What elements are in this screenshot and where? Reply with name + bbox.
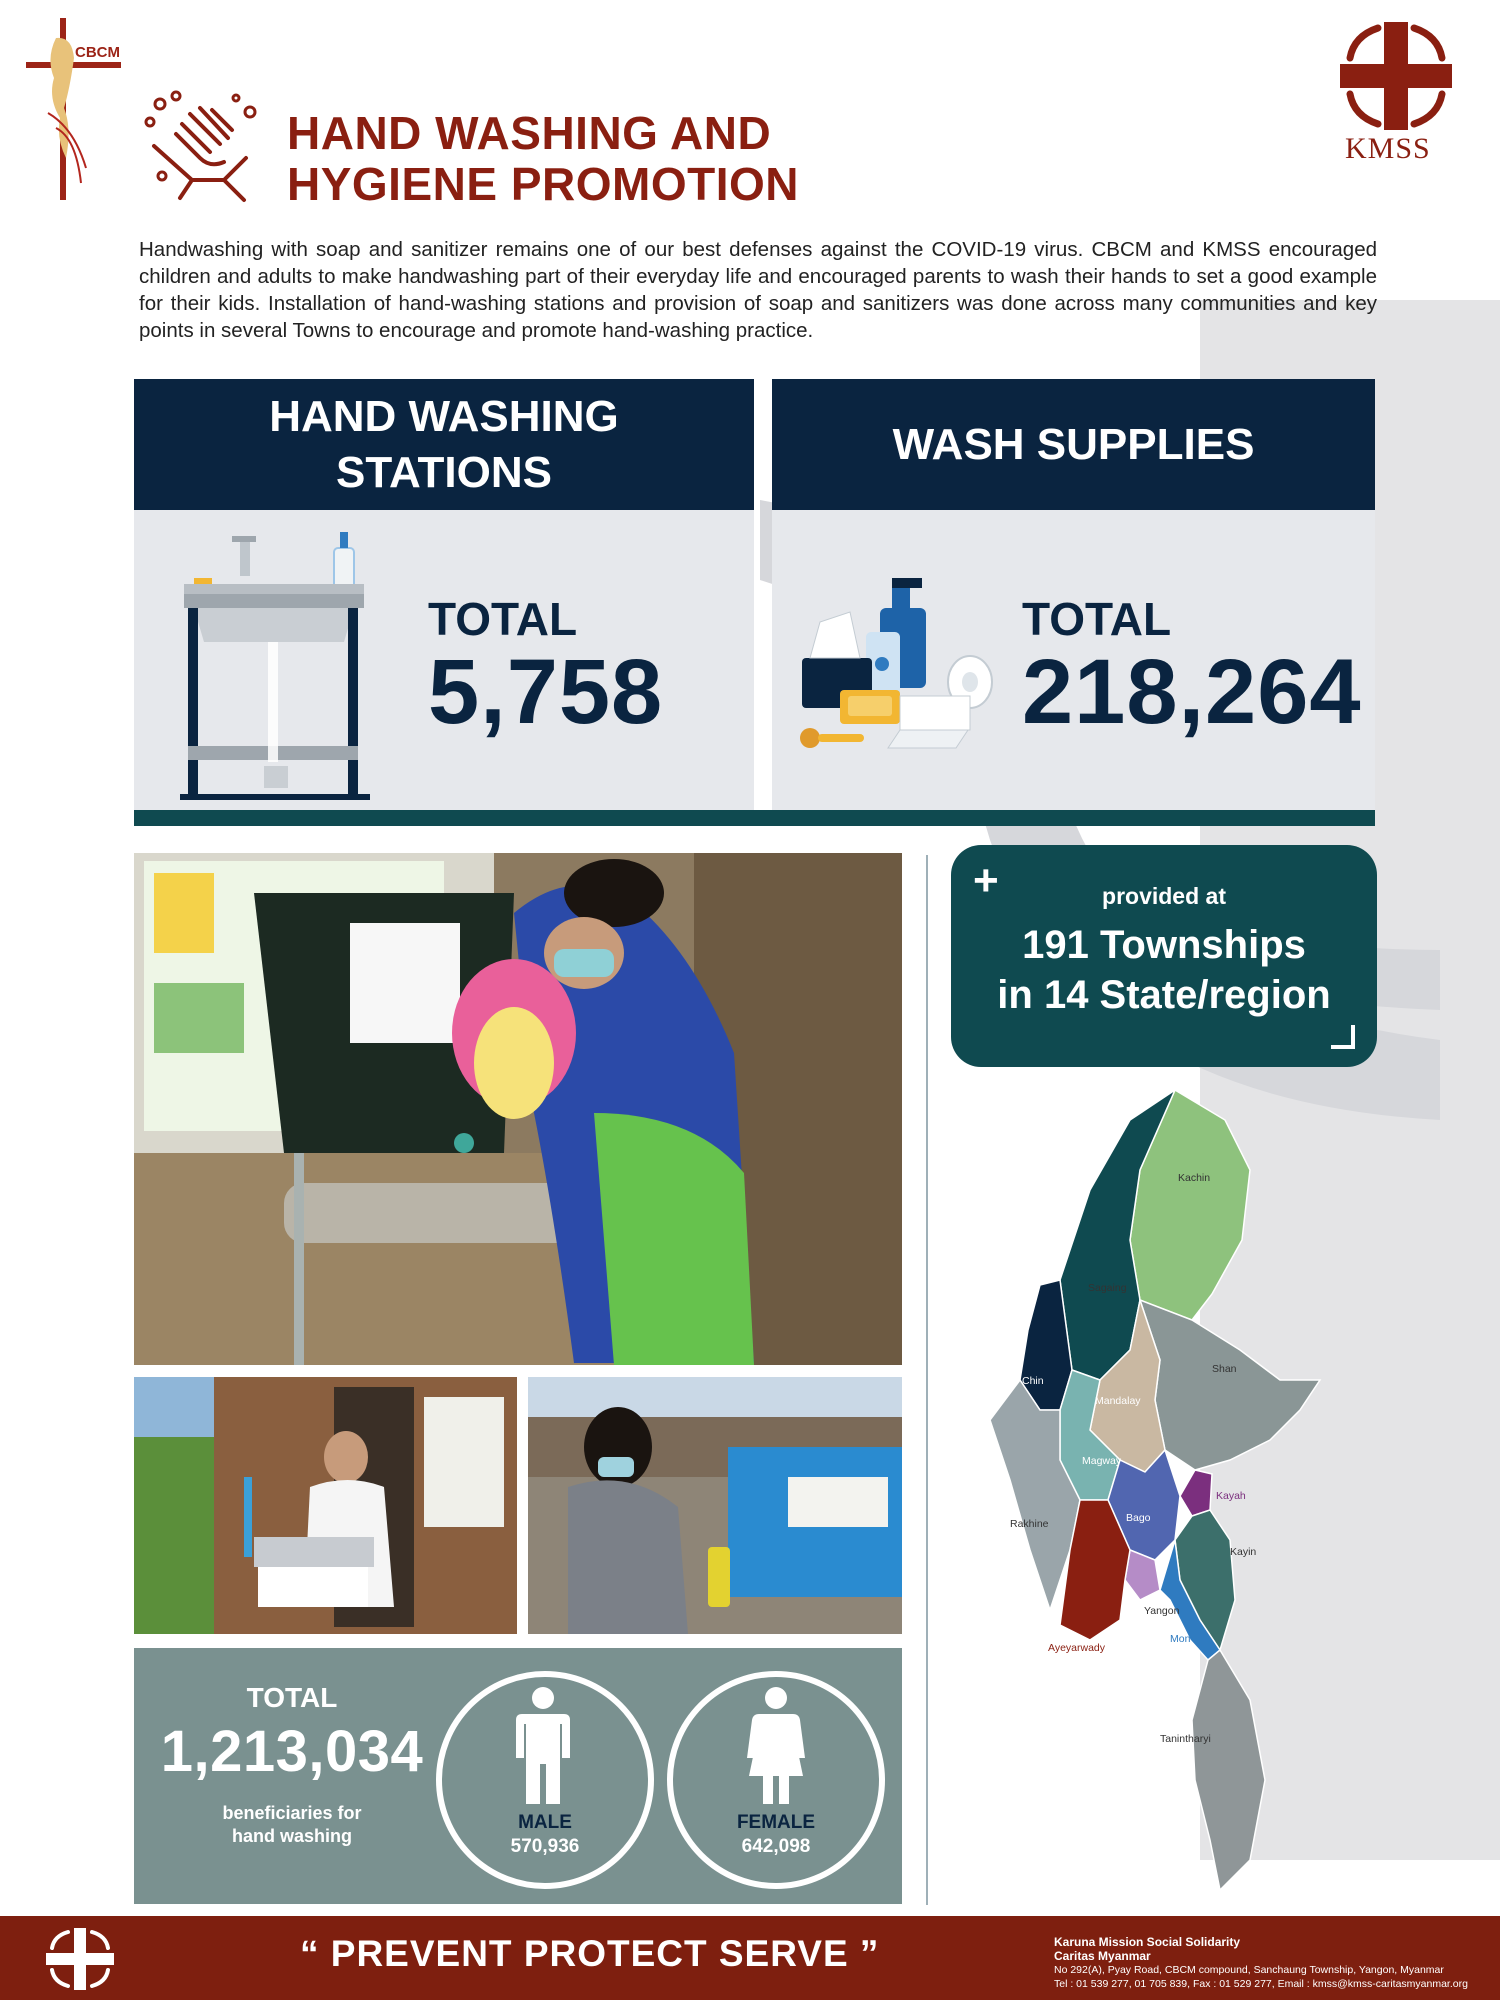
- map-region-shan: [1140, 1300, 1320, 1470]
- map-label-sagaing: Sagaing: [1088, 1282, 1127, 1294]
- stations-heading-line1: HAND WASHING: [269, 391, 619, 441]
- footer-slogan: “ PREVENT PROTECT SERVE ”: [300, 1933, 880, 1974]
- stations-heading: [134, 379, 754, 510]
- townships-line2: 191 Townships: [1022, 923, 1306, 967]
- map-label-kachin: Kachin: [1178, 1172, 1211, 1184]
- beneficiaries-desc-line1: beneficiaries for: [222, 1803, 362, 1823]
- footer-address: No 292(A), Pyay Road, CBCM compound, Sanchaung Township, Yangon, Myanmar: [1054, 1964, 1444, 1976]
- female-value: 642,098: [741, 1836, 811, 1857]
- page-title: [287, 108, 799, 210]
- page-title-line2: HYGIENE PROMOTION: [287, 158, 799, 210]
- wash-supplies-icon: [780, 572, 1020, 772]
- intro-paragraph: Handwashing with soap and sanitizer remains one of our best defenses against the COVID-19 virus. CBCM and KMSS encouraged children and adults to make handwashing part of their everyday life and encouraged parents to wash their hands to set a good example for their kids. Installation of hand-washing stations and provision of soap and sanitizers was done across many communities and key points in several Towns to encourage and promote hand-washing practice.: [139, 238, 1377, 342]
- supplies-heading: WASH SUPPLIES: [772, 379, 1375, 510]
- footer-org-line1: Karuna Mission Social Solidarity: [1054, 1935, 1241, 1949]
- kmss-caritas-logo: [1340, 22, 1452, 130]
- caritas-footer-logo: [46, 1928, 114, 1990]
- male-label: MALE: [518, 1812, 572, 1833]
- beneficiaries-description: [144, 1802, 440, 1848]
- supplies-total-label: TOTAL: [1022, 593, 1172, 645]
- photo-woman-at-water-tank: [528, 1377, 902, 1634]
- map-label-ayeyarwady: Ayeyarwady: [1048, 1642, 1106, 1654]
- stations-total-label: TOTAL: [428, 593, 578, 645]
- stations-heading-line2: STATIONS: [336, 447, 552, 497]
- map-label-mandalay: Mandalay: [1095, 1395, 1141, 1407]
- hand-washing-icon: [140, 88, 264, 208]
- townships-card: [951, 845, 1377, 1067]
- footer-org-line2: Caritas Myanmar: [1054, 1949, 1151, 1963]
- map-label-shan: Shan: [1212, 1363, 1237, 1375]
- beneficiaries-total-value: 1,213,034: [160, 1719, 424, 1784]
- main-photo-woman-washing-hands: [134, 853, 902, 1365]
- map-label-tanintharyi: Tanintharyi: [1160, 1733, 1211, 1745]
- beneficiaries-total-label: TOTAL: [246, 1682, 338, 1713]
- plus-icon: +: [973, 856, 999, 905]
- stations-total-value: 5,758: [428, 641, 664, 743]
- panels-bottom-bar: [134, 810, 1375, 826]
- myanmar-map: [980, 1080, 1350, 1900]
- cbcm-logo-text: CBCM: [75, 44, 120, 61]
- female-person-icon: [747, 1686, 805, 1806]
- supplies-total-value: 218,264: [1022, 641, 1362, 743]
- townships-line1: provided at: [1102, 883, 1226, 909]
- map-label-mon: Mon: [1170, 1633, 1191, 1645]
- map-label-bago: Bago: [1126, 1512, 1151, 1524]
- map-label-yangon: Yangon: [1144, 1605, 1180, 1617]
- map-region-tanintharyi: [1192, 1650, 1265, 1890]
- map-label-magway: Magway: [1082, 1455, 1122, 1467]
- vertical-divider: [926, 855, 928, 1905]
- female-label: FEMALE: [736, 1812, 816, 1833]
- male-person-icon: [514, 1686, 572, 1806]
- map-label-chin: Chin: [1022, 1375, 1044, 1387]
- sink-station-icon: [180, 528, 430, 808]
- map-label-rakhine: Rakhine: [1010, 1518, 1049, 1530]
- beneficiaries-desc-line2: hand washing: [231, 1826, 352, 1846]
- photo-man-washing-hands: [134, 1377, 517, 1634]
- corner-mark-icon: [1331, 1025, 1355, 1049]
- footer-contact: Tel : 01 539 277, 01 705 839, Fax : 01 529 277, Email : kmss@kmss-caritasmyanmar.org: [1054, 1978, 1468, 1990]
- footer-org-info: [1054, 1935, 1468, 1991]
- map-region-kayah: [1180, 1470, 1212, 1516]
- page-title-line1: HAND WASHING AND: [287, 107, 772, 159]
- male-value: 570,936: [510, 1836, 580, 1857]
- townships-line3: in 14 State/region: [997, 973, 1331, 1017]
- map-label-kayin: Kayin: [1230, 1546, 1257, 1558]
- kmss-logo-text: KMSS: [1345, 132, 1431, 165]
- map-label-kayah: Kayah: [1216, 1490, 1246, 1502]
